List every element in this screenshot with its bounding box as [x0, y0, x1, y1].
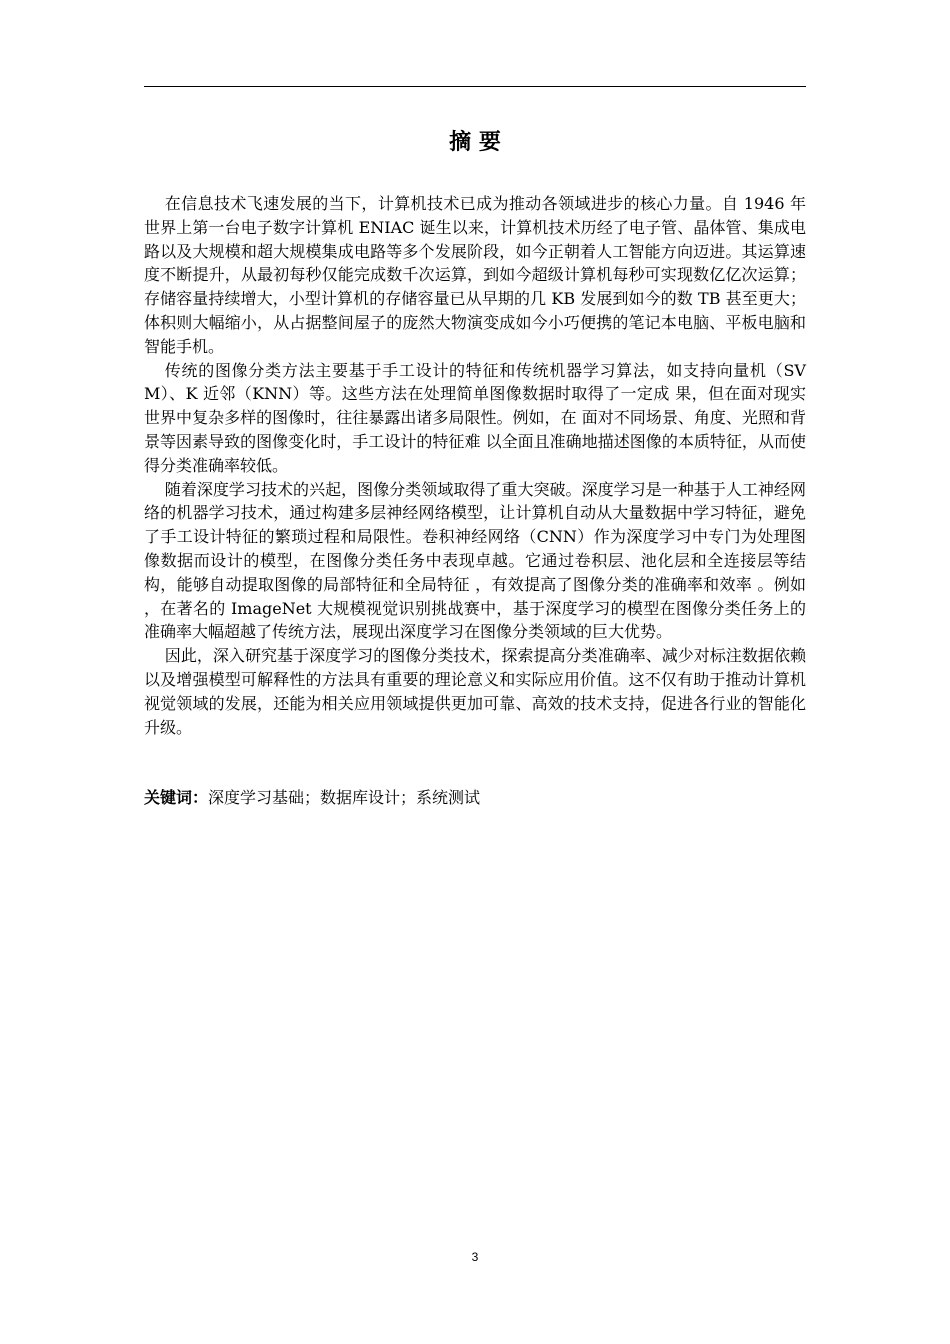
header-rule: [144, 86, 806, 87]
abstract-paragraph-1: 在信息技术飞速发展的当下，计算机技术已成为推动各领域进步的核心力量。自 1946 年世界上第一台电子数字计算机 ENIAC 诞生以来，计算机技术历经了电子管、晶体管、集成电路以及大规模和超大规模集成电路等多个发展阶段，如今正朝着人工智能方向迈进。其运算速度不断提升，从最初每秒仅能完成数千次运算，到如今超级计算机每秒可实现数亿亿次运算；存储容量持续增大，小型计算机的存储容量已从早期的几 KB 发展到如今的数 TB 甚至更大；体积则大幅缩小，从占据整间屋子的庞然大物演变成如今小巧便携的笔记本电脑、平板电脑和智能手机。: [144, 194, 806, 356]
abstract-title: 摘 要: [449, 130, 501, 155]
keywords-value: 深度学习基础；数据库设计；系统测试: [208, 788, 481, 807]
keywords-line: [144, 786, 806, 810]
page-number: 3: [471, 1250, 479, 1264]
keywords-label: 关键词：: [144, 788, 209, 807]
abstract-paragraph-4: 因此，深入研究基于深度学习的图像分类技术，探索提高分类准确率、减少对标注数据依赖以及增强模型可解释性的方法具有重要的理论意义和实际应用价值。这不仅有助于推动计算机视觉领域的发展，还能为相关应用领域提供更加可靠、高效的技术支持，促进各行业的智能化升级。: [144, 646, 806, 737]
abstract-paragraph-3: 随着深度学习技术的兴起，图像分类领域取得了重大突破。深度学习是一种基于人工神经网络的机器学习技术，通过构建多层神经网络模型，让计算机自动从大量数据中学习特征，避免了手工设计特征的繁琐过程和局限性。卷积神经网络（CNN）作为深度学习中专门为处理图像数据而设计的模型，在图像分类任务中表现卓越。它通过卷积层、池化层和全连接层等结构，能够自动提取图像的局部特征和全局特征 ，有效提高了图像分类的准确率和效率 。例如 ，在著名的 ImageNet 大规模视觉识别挑战赛中，基于深度学习的模型在图像分类任务上的 准确率大幅超越了传统方法，展现出深度学习在图像分类领域的巨大优势。: [144, 479, 806, 642]
abstract-paragraph-2: 传统的图像分类方法主要基于手工设计的特征和传统机器学习算法，如支持向量机（SVM）、K 近邻（KNN）等。这些方法在处理简单图像数据时取得了一定成 果，但在面对现实世界中复杂多样的图像时，往往暴露出诸多局限性。例如，在 面对不同场景、角度、光照和背景等因素导致的图像变化时，手工设计的特征难 以全面且准确地描述图像的本质特征，从而使得分类准确率较低。: [144, 360, 806, 475]
abstract-body: [144, 192, 806, 739]
